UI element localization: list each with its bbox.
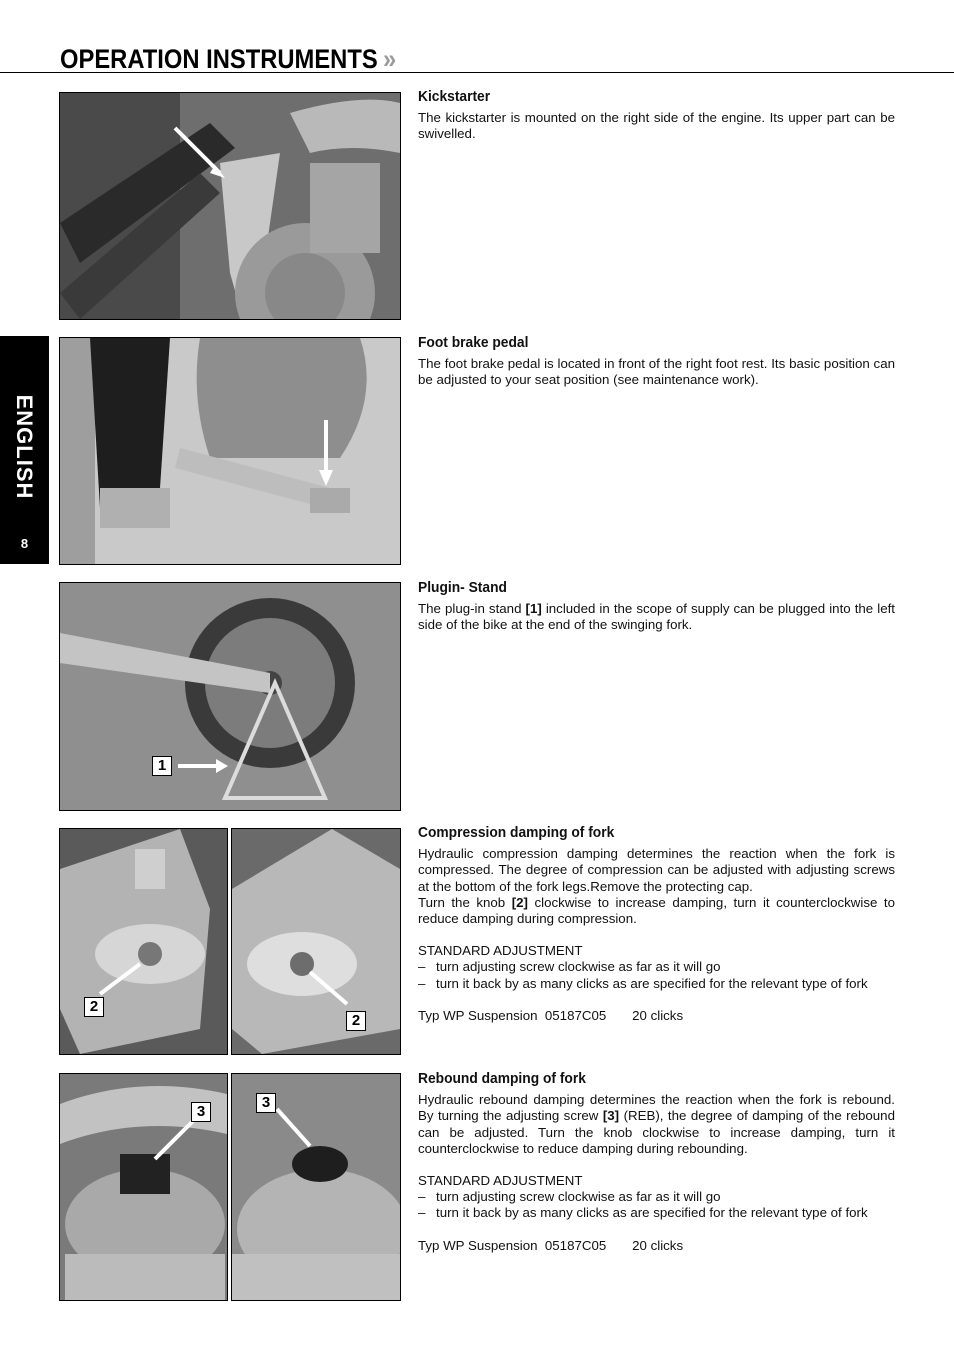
standard-adjustment-label: STANDARD ADJUSTMENT [418,943,583,959]
foot-brake-photo [59,337,401,565]
section-heading: Rebound damping of fork [418,1070,586,1087]
reference-1: [1] [525,601,542,617]
section-body: Hydraulic compression damping determines the reaction when the fork is compressed. The degree of compression can be adjusted with adjusting screws at the bottom of the fork legs.Remove the protecting cap. [418,846,895,894]
list-item: – turn adjusting screw clockwise as far as it will go [418,959,895,975]
callout-1: 1 [152,756,172,776]
section-compression-damping [418,825,895,1024]
compression-right-photo [231,828,401,1055]
list-item: – turn it back by as many clicks as are specified for the relevant type of fork [418,976,895,992]
section-body: The plug-in stand [1] included in the scope of supply can be plugged into the left side of the bike at the end of the swinging fork. [418,601,895,633]
spec-line: Typ WP Suspension 05187C05 20 clicks [418,1007,684,1023]
section-heading: Foot brake pedal [418,334,529,351]
section-rebound-damping [418,1071,895,1254]
reference-3: [3] [602,1108,620,1124]
section-body: The foot brake pedal is located in front of the right foot rest. Its basic position can be adjusted to your seat position (see maintenance work). [418,356,895,388]
standard-adjustment-label: STANDARD ADJUSTMENT [418,1173,583,1189]
language-label: ENGLISH [12,394,37,500]
section-heading: Kickstarter [418,88,491,105]
page-title-text: OPERATION INSTRUMENTS [60,44,378,74]
rebound-left-photo [59,1073,228,1301]
header-rule [0,72,954,73]
adjustment-steps [418,959,895,991]
section-body: The kickstarter is mounted on the right side of the engine. Its upper part can be swivelled. [418,110,895,142]
chevron-icon: » [382,44,397,74]
callout-3-right: 3 [256,1093,276,1113]
adjustment-steps [418,1189,895,1221]
section-body: Hydraulic rebound damping determines the reaction when the fork is rebound. By turning the adjusting screw [3] (REB), the degree of damping of the rebound can be adjusted. Turn the knob clockwise to increase damping, turn it counterclockwise to reduce damping during rebounding. [418,1092,895,1156]
compression-left-photo [59,828,228,1055]
list-item: – turn it back by as many clicks as are specified for the relevant type of fork [418,1205,895,1221]
rebound-right-photo [231,1073,401,1301]
section-heading: Compression damping of fork [418,824,615,841]
list-item: – turn adjusting screw clockwise as far as it will go [418,1189,895,1205]
language-tab [0,336,49,564]
section-body-2: Turn the knob [2] clockwise to increase damping, turn it counterclockwise to reduce damping during compression. [418,894,895,927]
page-title [60,44,396,75]
spec-line: Typ WP Suspension 05187C05 20 clicks [418,1237,684,1253]
section-plugin-stand [418,580,895,634]
callout-2-left: 2 [84,997,104,1017]
callout-3-left: 3 [191,1102,211,1122]
page-number: 8 [20,536,29,551]
kickstarter-photo [59,92,401,320]
section-heading: Plugin- Stand [418,579,507,596]
section-foot-brake [418,335,895,389]
callout-2-right: 2 [346,1011,366,1031]
reference-2: [2] [511,894,528,910]
section-kickstarter [418,89,895,143]
stand-photo [59,582,401,811]
